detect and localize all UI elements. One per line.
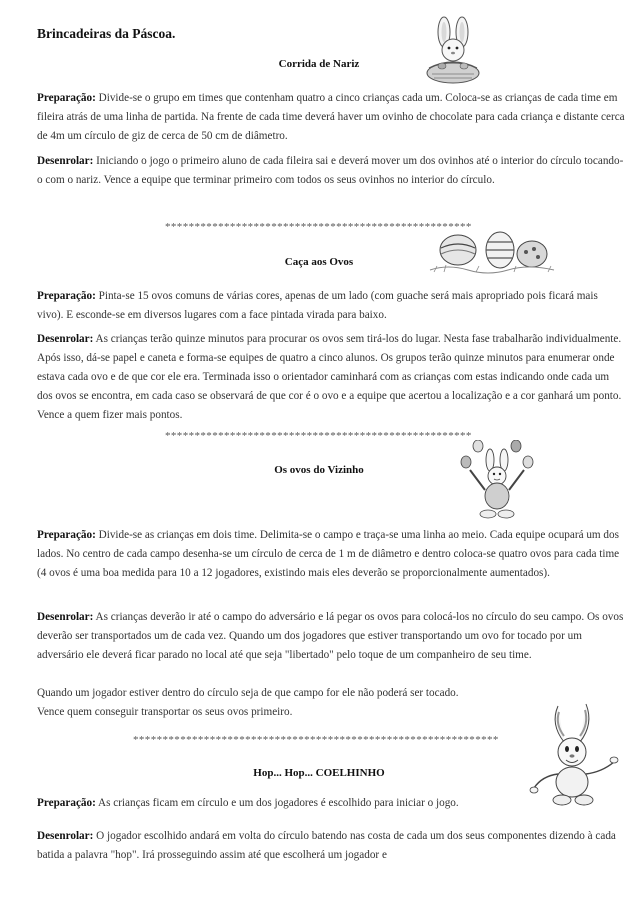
paragraph-desenrolar: Desenrolar: Iniciando o jogo o primeiro aluno de cada fileira sai e deverá mover um dos ovinhos até o interior do círculo tocando-o com o nariz. Vence a equipe que terminar primeiro com todos os seus ovinhos no interior do círculo. — [37, 155, 624, 186]
paragraph-desenrolar: Desenrolar: As crianças deverão ir até o campo do adversário e lá pegar os ovos para colocá-los no círculo do seu campo. Os ovos deverão ser transportados um de cada vez. Quando um dos jogadores que estiver transportando um ovo for tocado por um adversário ele deverá ficar parado no local até que seja "libertado" pelo toque de um companheiro de seu time. — [37, 611, 624, 661]
paragraph-preparacao: Preparação: Divide-se o grupo em times que contenham quatro a cinco crianças cada um. Coloca-se as crianças de cada time em fileira atrás de uma linha de partida. Na frente de cada time deverá haver um ovinho de chocolate para cada criança e distante cerca de 4m um círculo de giz de cerca de 50 cm de diâmetro. — [37, 92, 625, 142]
page-title: Brincadeiras da Páscoa. — [37, 26, 176, 41]
paragraph-preparacao: Preparação: Pinta-se 15 ovos comuns de várias cores, apenas de um lado (com guache será mais apropriado pois ficará mais vivo). E esconde-se em diversos lugares com a face pintada virada para baixo. — [37, 290, 598, 321]
separator: **************************************************** — [165, 221, 472, 233]
paragraph-extra-line: Quando um jogador estiver dentro do círculo seja de que campo for ele não poderá ser tocado. — [37, 687, 459, 699]
easter-eggs-icon — [428, 226, 558, 276]
separator: **************************************************** — [165, 430, 472, 442]
paragraph-extra-line: Vence quem conseguir transportar os seus ovos primeiro. — [37, 706, 293, 718]
juggling-bunny-icon — [458, 440, 536, 522]
section-title-os-ovos-do-vizinho: Os ovos do Vizinho — [274, 464, 364, 476]
separator: ************************************************************** — [133, 734, 499, 746]
section-title-hop-hop-coelhinho: Hop... Hop... COELHINHO — [253, 767, 385, 779]
paragraph-desenrolar: Desenrolar: As crianças terão quinze minutos para procurar os ovos sem tirá-los do lugar. Nesta fase trabalharão individualmente. Após isso, dá-se papel e caneta e forma-se equipes de quatro a cinco alunos. Os grupos terão quinze minutos para enumerar onde estava cada ovo e de que cor ele era. Terminada isso o orientador caminhará com as crianças com estas indicando onde cada um dos ovos se encontra, em cada caso se observará de que cor é o ovo e a equipe que acertou a localização e a cor ganhará um ponto. Vence a quem fizer mais pontos. — [37, 333, 622, 421]
section-title-corrida-de-nariz: Corrida de Nariz — [278, 58, 360, 70]
paragraph-preparacao: Preparação: Divide-se as crianças em dois time. Delimita-se o campo e traça-se uma linha ao meio. Cada equipe ocupará um dos lados. No centro de cada campo desenha-se um círculo de cerca de 1 m de diâmetro e dentro coloca-se quatro ovos para cada time (4 ovos é uma boa medida para 10 a 12 jogadores, existindo mais eles deverão se proporcionalmente aumentados). — [37, 529, 620, 579]
bunny-with-basket-icon — [418, 16, 490, 86]
paragraph-desenrolar: Desenrolar: O jogador escolhido andará em volta do círculo batendo nas costa de cada um dos seus componentes dizendo à cada batida a palavra "hop". Irá prosseguindo assim até que escolherá um jogador e — [37, 830, 616, 861]
section-title-caca-aos-ovos: Caça aos Ovos — [284, 256, 354, 268]
paragraph-preparacao: Preparação: As crianças ficam em círculo e um dos jogadores é escolhido para iniciar o jogo. — [37, 797, 459, 809]
